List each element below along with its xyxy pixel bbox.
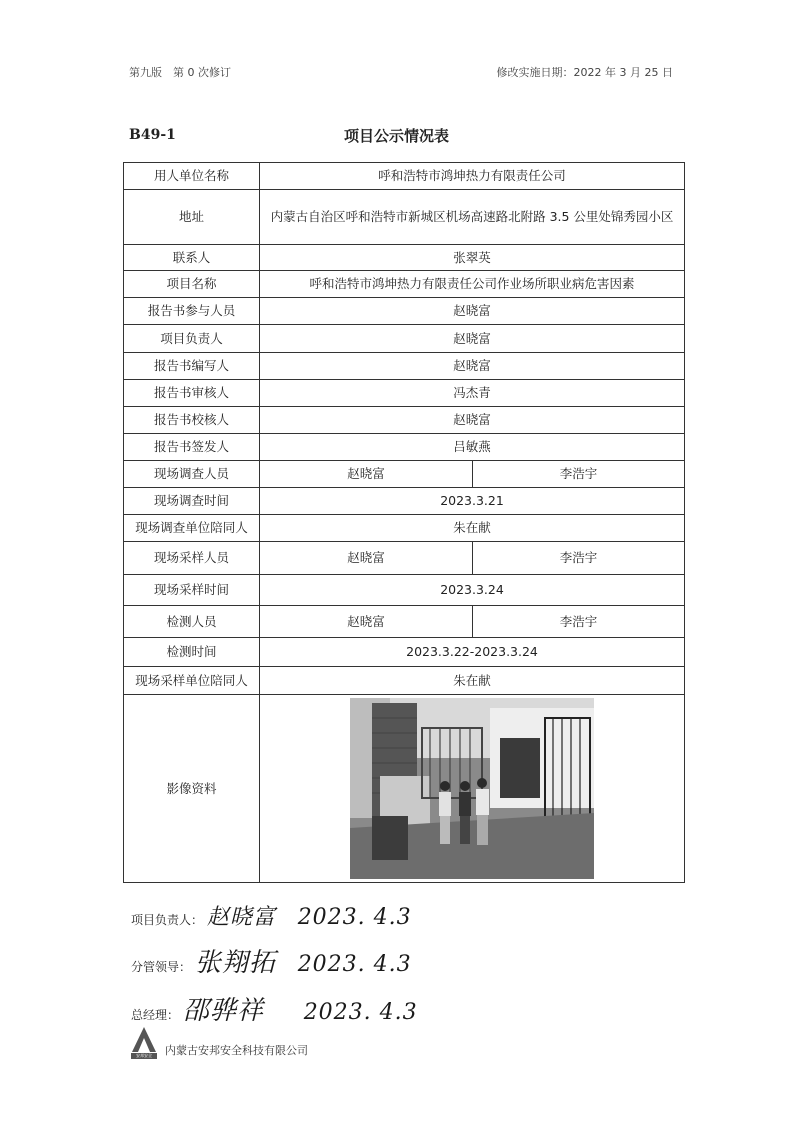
testing-staff-label: 检测人员 bbox=[124, 606, 260, 638]
table-row bbox=[124, 461, 685, 488]
sampling-time-value: 2023.3.24 bbox=[260, 575, 685, 606]
survey-staff-label: 现场调查人员 bbox=[124, 461, 260, 488]
supervisor-signature-row bbox=[131, 942, 412, 979]
form-code: B49-1 bbox=[129, 127, 176, 143]
table-row bbox=[124, 575, 685, 606]
testing-time-value: 2023.3.22-2023.3.24 bbox=[260, 638, 685, 667]
table-row bbox=[124, 271, 685, 298]
site-photo-drawing bbox=[350, 698, 594, 879]
issuer-label: 报告书签发人 bbox=[124, 434, 260, 461]
sampling-escort-value: 朱在献 bbox=[260, 667, 685, 695]
table-row bbox=[124, 163, 685, 190]
project-lead-signature-row bbox=[131, 900, 412, 931]
participants-label: 报告书参与人员 bbox=[124, 298, 260, 325]
table-row bbox=[124, 606, 685, 638]
project-lead-label: 项目负责人 bbox=[124, 325, 260, 353]
project-info-table bbox=[123, 162, 685, 883]
page-title: 项目公示情况表 bbox=[343, 127, 449, 145]
checker-value: 赵晓富 bbox=[260, 407, 685, 434]
table-row bbox=[124, 434, 685, 461]
gm-sign-date: 2023. 4.3 bbox=[303, 1000, 418, 1025]
project-lead-sign-label: 项目负责人： bbox=[131, 913, 204, 927]
project-name-value: 呼和浩特市鸿坤热力有限责任公司作业场所职业病危害因素 bbox=[260, 271, 685, 298]
sampling-time-label: 现场采样时间 bbox=[124, 575, 260, 606]
testing-staff-1: 赵晓富 bbox=[260, 606, 473, 638]
project-lead-sign-date: 2023. 4.3 bbox=[297, 905, 412, 930]
address-value: 内蒙古自治区呼和浩特市新城区机场高速路北附路 3.5 公里处锦秀园小区 bbox=[260, 190, 685, 245]
table-row bbox=[124, 353, 685, 380]
table-row bbox=[124, 325, 685, 353]
sampling-staff-label: 现场采样人员 bbox=[124, 542, 260, 575]
table-row bbox=[124, 380, 685, 407]
image-label: 影像资料 bbox=[124, 695, 260, 883]
survey-escort-label: 现场调查单位陪同人 bbox=[124, 515, 260, 542]
employer-value: 呼和浩特市鸿坤热力有限责任公司 bbox=[260, 163, 685, 190]
edition-label: 第九版 第 0 次修订 bbox=[129, 66, 231, 79]
survey-escort-value: 朱在献 bbox=[260, 515, 685, 542]
supervisor-signature: 张翔拓 bbox=[194, 948, 276, 978]
gm-signature: 邵骅祥 bbox=[182, 996, 264, 1026]
testing-time-label: 检测时间 bbox=[124, 638, 260, 667]
reviewer-label: 报告书审核人 bbox=[124, 380, 260, 407]
writer-value: 赵晓富 bbox=[260, 353, 685, 380]
table-row bbox=[124, 298, 685, 325]
sampling-staff-1: 赵晓富 bbox=[260, 542, 473, 575]
gm-sign-label: 总经理： bbox=[131, 1008, 180, 1022]
company-logo bbox=[131, 1026, 157, 1060]
effective-date: 修改实施日期：2022 年 3 月 25 日 bbox=[496, 66, 673, 79]
table-row bbox=[124, 667, 685, 695]
project-lead-value: 赵晓富 bbox=[260, 325, 685, 353]
table-row bbox=[124, 695, 685, 883]
table-row bbox=[124, 515, 685, 542]
supervisor-sign-label: 分管领导： bbox=[131, 960, 192, 974]
sampling-staff-2: 李浩宇 bbox=[473, 542, 685, 575]
contact-value: 张翠英 bbox=[260, 245, 685, 271]
contact-label: 联系人 bbox=[124, 245, 260, 271]
table-row bbox=[124, 542, 685, 575]
company-name: 内蒙古安邦安全科技有限公司 bbox=[165, 1044, 308, 1057]
testing-staff-2: 李浩宇 bbox=[473, 606, 685, 638]
writer-label: 报告书编写人 bbox=[124, 353, 260, 380]
checker-label: 报告书校核人 bbox=[124, 407, 260, 434]
project-lead-signature: 赵晓富 bbox=[206, 905, 276, 930]
sampling-escort-label: 现场采样单位陪同人 bbox=[124, 667, 260, 695]
table-row bbox=[124, 190, 685, 245]
table-row bbox=[124, 407, 685, 434]
issuer-value: 吕敏燕 bbox=[260, 434, 685, 461]
company-logo-text: 安邦安全 bbox=[136, 1053, 152, 1058]
table-row bbox=[124, 638, 685, 667]
gm-signature-row bbox=[131, 990, 418, 1027]
employer-label: 用人单位名称 bbox=[124, 163, 260, 190]
survey-staff-2: 李浩宇 bbox=[473, 461, 685, 488]
reviewer-value: 冯杰青 bbox=[260, 380, 685, 407]
footer bbox=[131, 1026, 308, 1060]
address-label: 地址 bbox=[124, 190, 260, 245]
site-photo bbox=[350, 698, 594, 879]
participants-value: 赵晓富 bbox=[260, 298, 685, 325]
survey-time-label: 现场调查时间 bbox=[124, 488, 260, 515]
survey-time-value: 2023.3.21 bbox=[260, 488, 685, 515]
project-name-label: 项目名称 bbox=[124, 271, 260, 298]
table-row bbox=[124, 488, 685, 515]
table-row bbox=[124, 245, 685, 271]
survey-staff-1: 赵晓富 bbox=[260, 461, 473, 488]
supervisor-sign-date: 2023. 4.3 bbox=[297, 952, 412, 977]
